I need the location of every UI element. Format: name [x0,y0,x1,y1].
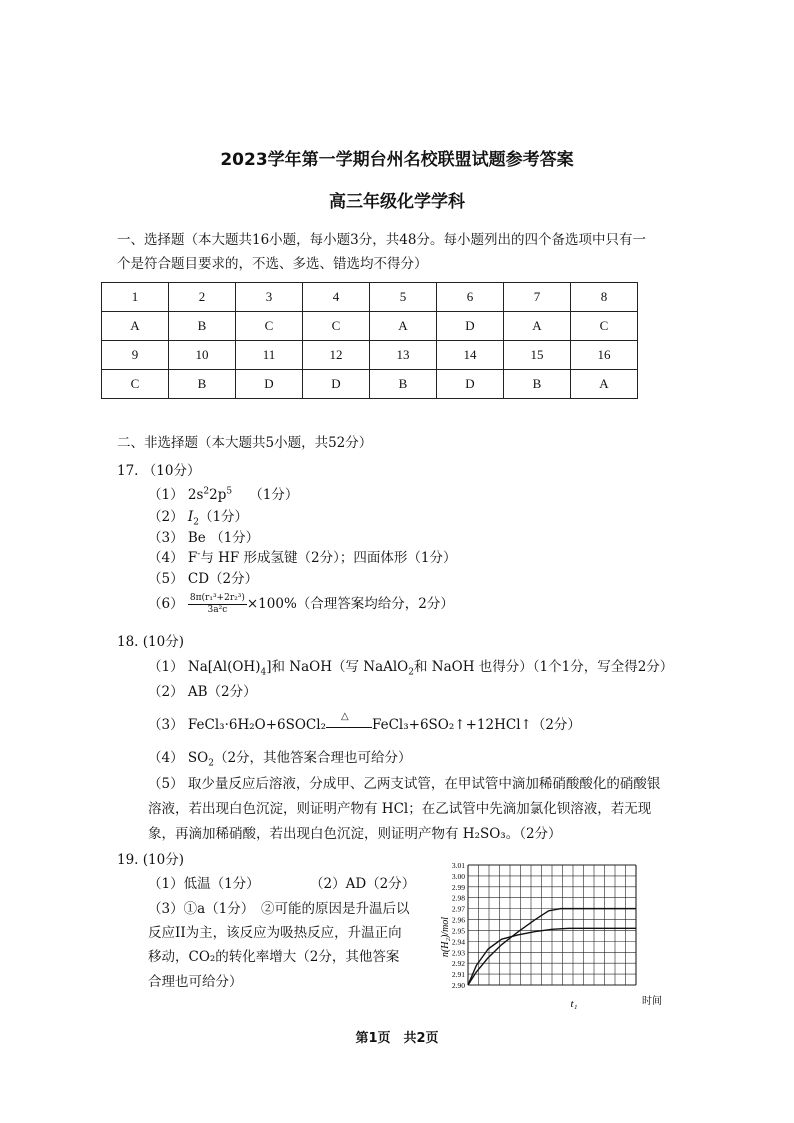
table-cell: 6 [437,283,504,312]
q19-item1: （1）低温（1分） [148,876,260,892]
table-cell: 5 [370,283,437,312]
table-cell: 16 [571,341,638,370]
y-tick-labels [452,861,465,990]
table-row [102,341,638,370]
table-cell: C [102,370,169,399]
table-cell: 12 [303,341,370,370]
table-cell: 1 [102,283,169,312]
q18-item4: （4） $SO_2(2$分，其他答案合理也可给分） [148,750,412,769]
q19-item3-line4: 合理也可给分） [148,974,243,990]
table-cell: D [437,370,504,399]
table-row [102,283,638,312]
q19-item2: （2）AD（2分） [310,876,416,892]
table-cell: B [370,370,437,399]
table-cell: 2 [169,283,236,312]
y-tick-label: 2.97 [451,904,465,914]
q19-head: 19. (10分) [117,852,184,868]
part1-intro-line1: 一、选择题（本大题共16小题，每小题3分，共48分。每小题列出的四个备选项中只有一 [117,232,646,248]
q18-item1: （1） $Na[Al(OH)_4]$和 NaOH（写 NaAlO$_2$和 NaOH 也得分）（1个1分，写全得2分） [148,659,674,678]
table-cell: C [236,312,303,341]
table-cell: A [370,312,437,341]
y-axis-label: n(H₂)/mol [440,916,451,958]
table-cell: D [236,370,303,399]
page-subtitle: 高三年级化学学科 [329,192,465,212]
q17-head: 17. （10分） [117,463,201,479]
q19-item3-line1: （3）①a（1分） ②可能的原因是升温后以 [148,901,410,917]
table-cell: 15 [504,341,571,370]
table-cell: 11 [236,341,303,370]
table-cell: C [303,312,370,341]
table-cell: 4 [303,283,370,312]
answer-table [101,282,638,399]
table-cell: A [571,370,638,399]
chart-grid [468,865,636,985]
y-tick-label: 2.90 [451,981,465,990]
page-number: 第1页 共2页 [355,1031,439,1046]
q18-item5-line3: 象，再滴加稀硝酸，若出现白色沉淀，则证明产物有 H₂SO₃。（2分） [148,826,562,842]
q18-item5-line2: 溶液，若出现白色沉淀，则证明产物有 HCl；在乙试管中先滴加氯化钡溶液，若无现 [148,801,652,817]
q18-item3: （3） FeCl₃·6H₂O+6SOCl₂ △ FeCl₃+6SO₂↑+12HCl↑（2分） [148,710,581,733]
table-cell: 3 [236,283,303,312]
q17-item4: （4） F-与 HF 形成氢键（2分）；四面体形（1分） [148,549,457,566]
table-cell: C [571,312,638,341]
part2-intro: 二、非选择题（本大题共5小题，共52分） [117,435,373,451]
y-tick-label: 3.01 [451,861,465,870]
table-cell: 9 [102,341,169,370]
q17-item5: （5） CD（2分） [148,571,259,587]
table-cell: A [504,312,571,341]
table-cell: 14 [437,341,504,370]
q17-item1: （1） $2s^22p^5$ （1分） [148,486,299,503]
x-axis-label: 时间 [642,996,662,1007]
y-tick-label: 2.96 [451,915,465,925]
table-cell: A [102,312,169,341]
y-tick-label: 2.92 [451,959,465,969]
y-tick-label: 2.95 [451,926,465,936]
table-cell: B [504,370,571,399]
table-row [102,312,638,341]
q17-item2: （2） $I_2(1$分） [148,509,249,528]
q17-fraction: $\frac{\text{8π(r₁³+2r₂³)}}{\text{3a²c}}$ [189,593,245,615]
y-tick-label: 3.00 [451,871,465,881]
table-cell: B [169,312,236,341]
q17-item3: （3） Be （1分） [148,530,260,546]
table-cell: B [169,370,236,399]
q19-item3-line2: 反应II为主，该反应为吸热反应，升温正向 [148,925,402,941]
table-cell: D [303,370,370,399]
table-cell: 10 [169,341,236,370]
page-title: 2023学年第一学期台州名校联盟试题参考答案 [220,150,574,170]
h2-time-chart [430,855,670,1010]
table-row [102,370,638,399]
q18-item2: （2） AB（2分） [148,684,257,700]
q17-item6: （6） $\frac{\text{8π(r₁³+2r₂³)}}{\text{3a²c}}$ ×100%（合理答案均给分，2分） [148,593,454,615]
y-tick-label: 2.94 [451,937,465,947]
y-tick-label: 2.98 [451,893,465,903]
q19-item3-line3: 移动，CO₂的转化率增大（2分，其他答案 [148,949,400,965]
table-cell: D [437,312,504,341]
y-tick-label: 2.99 [451,882,465,892]
heat-condition: △ [326,719,372,733]
part1-intro-line2: 个是符合题目要求的，不选、多选、错选均不得分） [117,256,428,272]
table-cell: 8 [571,283,638,312]
y-tick-label: 2.91 [451,970,465,980]
q18-item5-line1: （5） 取少量反应后溶液，分成甲、乙两支试管，在甲试管中滴加稀硝酸酸化的硝酸银 [148,776,661,792]
q18-head: 18. (10分) [117,634,184,650]
table-cell: 7 [504,283,571,312]
y-tick-label: 2.93 [451,948,465,958]
table-cell: 13 [370,341,437,370]
t1-marker-label: t₁ [570,998,578,1010]
